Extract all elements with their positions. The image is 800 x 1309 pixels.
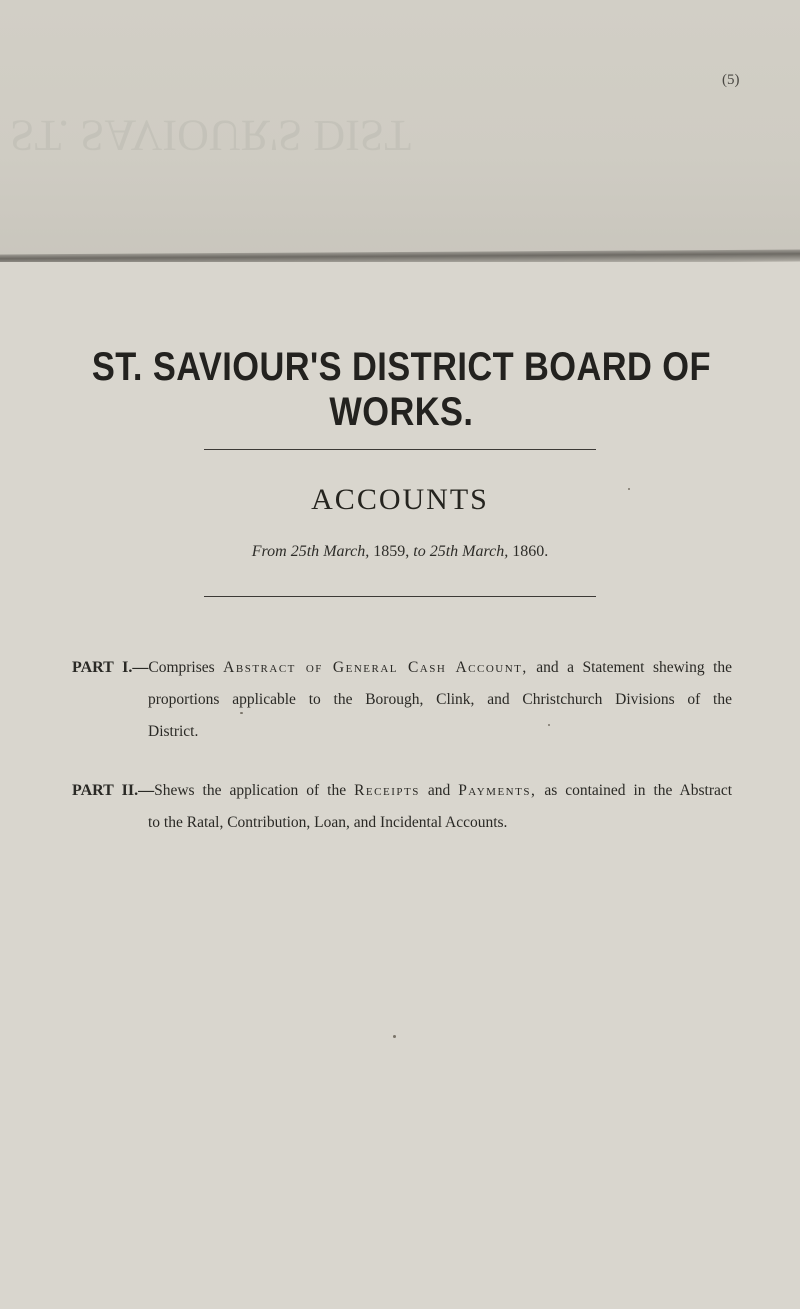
divider-rule-bottom [204, 596, 596, 597]
part-one-paragraph [72, 652, 732, 748]
accounts-heading: ACCOUNTS [311, 483, 489, 516]
part-two-line-2: to the Ratal, Contribution, Loan, and Incidental Accounts. [148, 814, 508, 831]
part-one-dash: — [132, 659, 149, 676]
date-start-month: March, [323, 543, 370, 560]
divider-rule-top [204, 449, 596, 450]
part-two-mid: and [427, 782, 451, 799]
bleed-through-text: ST. SAVIOUR'S DIST [10, 111, 412, 160]
date-to-word: to [413, 543, 426, 560]
paper-speck [393, 1035, 396, 1038]
date-end-month: March, [462, 543, 509, 560]
part-two-label: PART II. [72, 782, 139, 799]
date-start-day: 25th [290, 543, 320, 560]
part-one-line-1-rest: and a Statement shewing the [536, 659, 733, 676]
paper-speck [548, 724, 550, 726]
part-two-smallcaps-receipts: Receipts [354, 782, 420, 799]
part-one-line-2: proportions applicable to the Borough, Clink, and Christchurch Divisions of the [148, 691, 732, 708]
date-start-year: 1859, [373, 543, 410, 560]
paper-speck [240, 712, 243, 714]
part-two-line-1-rest: as contained in the Abstract [544, 782, 733, 799]
part-one-smallcaps: Abstract of General Cash Account, [223, 659, 528, 676]
page-number: (5) [722, 72, 740, 88]
paper-speck [628, 488, 630, 490]
date-range [0, 543, 800, 561]
part-one-line-1 [72, 652, 732, 684]
part-two-line-1 [72, 775, 732, 807]
part-one-lead: Comprises [148, 659, 215, 676]
date-from-word: From [251, 543, 287, 560]
part-two-dash: — [138, 782, 155, 799]
part-two-paragraph [72, 775, 732, 839]
folded-page-strip [0, 0, 800, 258]
part-two-smallcaps-payments: Payments, [458, 782, 537, 799]
part-two-lead: Shews the application of the [154, 782, 347, 799]
part-one-label: PART I. [72, 659, 133, 676]
date-end-day: 25th [429, 543, 459, 560]
page-title: ST. SAVIOUR'S DISTRICT BOARD OF WORKS. [91, 345, 711, 434]
part-one-line-3: District. [148, 723, 199, 740]
date-end-year: 1860. [512, 543, 549, 560]
